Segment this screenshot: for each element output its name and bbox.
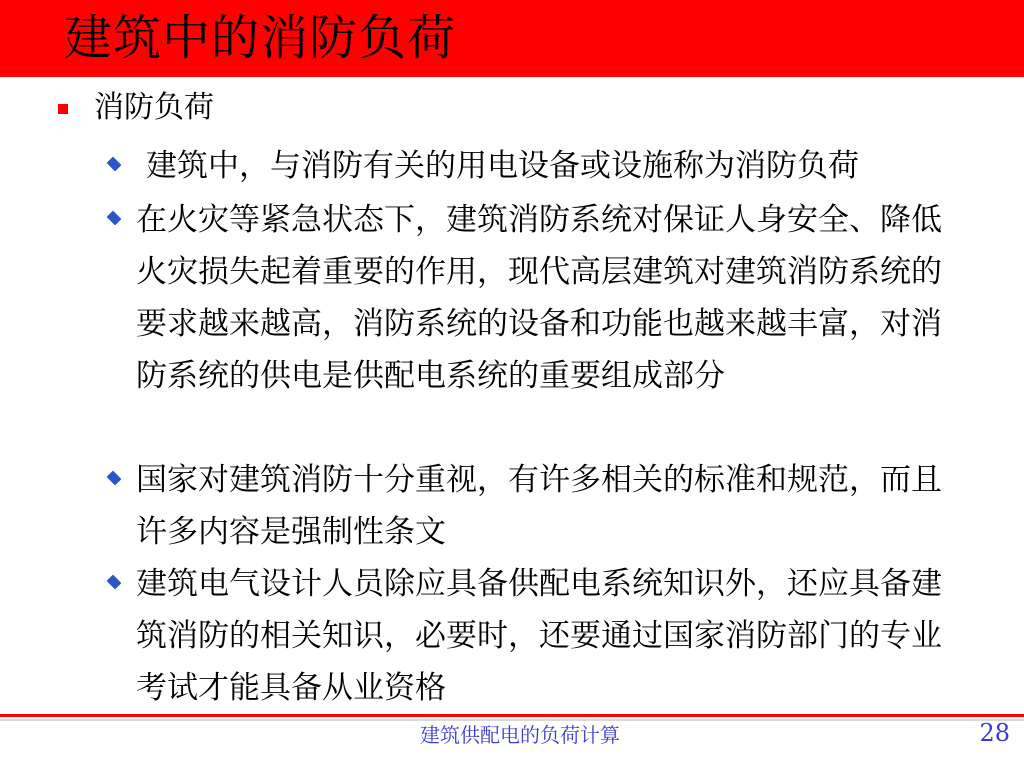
list-item-text: 建筑中，与消防有关的用电设备或设施称为消防负荷 — [146, 148, 859, 184]
diamond-bullet-icon — [107, 211, 122, 226]
footer-divider-gray — [0, 719, 1024, 721]
diamond-bullet-icon — [107, 471, 122, 486]
level1-bullet-text: 消防负荷 — [94, 90, 214, 125]
list-item-text: 建筑电气设计人员除应具备供配电系统知识外，还应具备建筑消防的相关知识，必要时，还要通过国家消防部门的专业考试才能具备从业资格 — [136, 566, 942, 706]
slide-title: 建筑中的消防负荷 — [64, 10, 457, 66]
list-item-text: 在火灾等紧急状态下，建筑消防系统对保证人身安全、降低火灾损失起着重要的作用，现代高层建筑对建筑消防系统的要求越来越高，消防系统的设备和功能也越来越丰富，对消防系统的供电是供配电系统的重要组成部分 — [136, 202, 942, 394]
page-number: 28 — [979, 719, 1010, 747]
footer-caption: 建筑供配电的负荷计算 — [420, 723, 620, 747]
footer-divider-red — [0, 714, 1024, 717]
list-item-text: 国家对建筑消防十分重视，有许多相关的标准和规范，而且许多内容是强制性条文 — [136, 462, 942, 550]
diamond-bullet-icon — [107, 157, 122, 172]
diamond-bullet-icon — [107, 575, 122, 590]
square-bullet-icon — [58, 104, 68, 114]
